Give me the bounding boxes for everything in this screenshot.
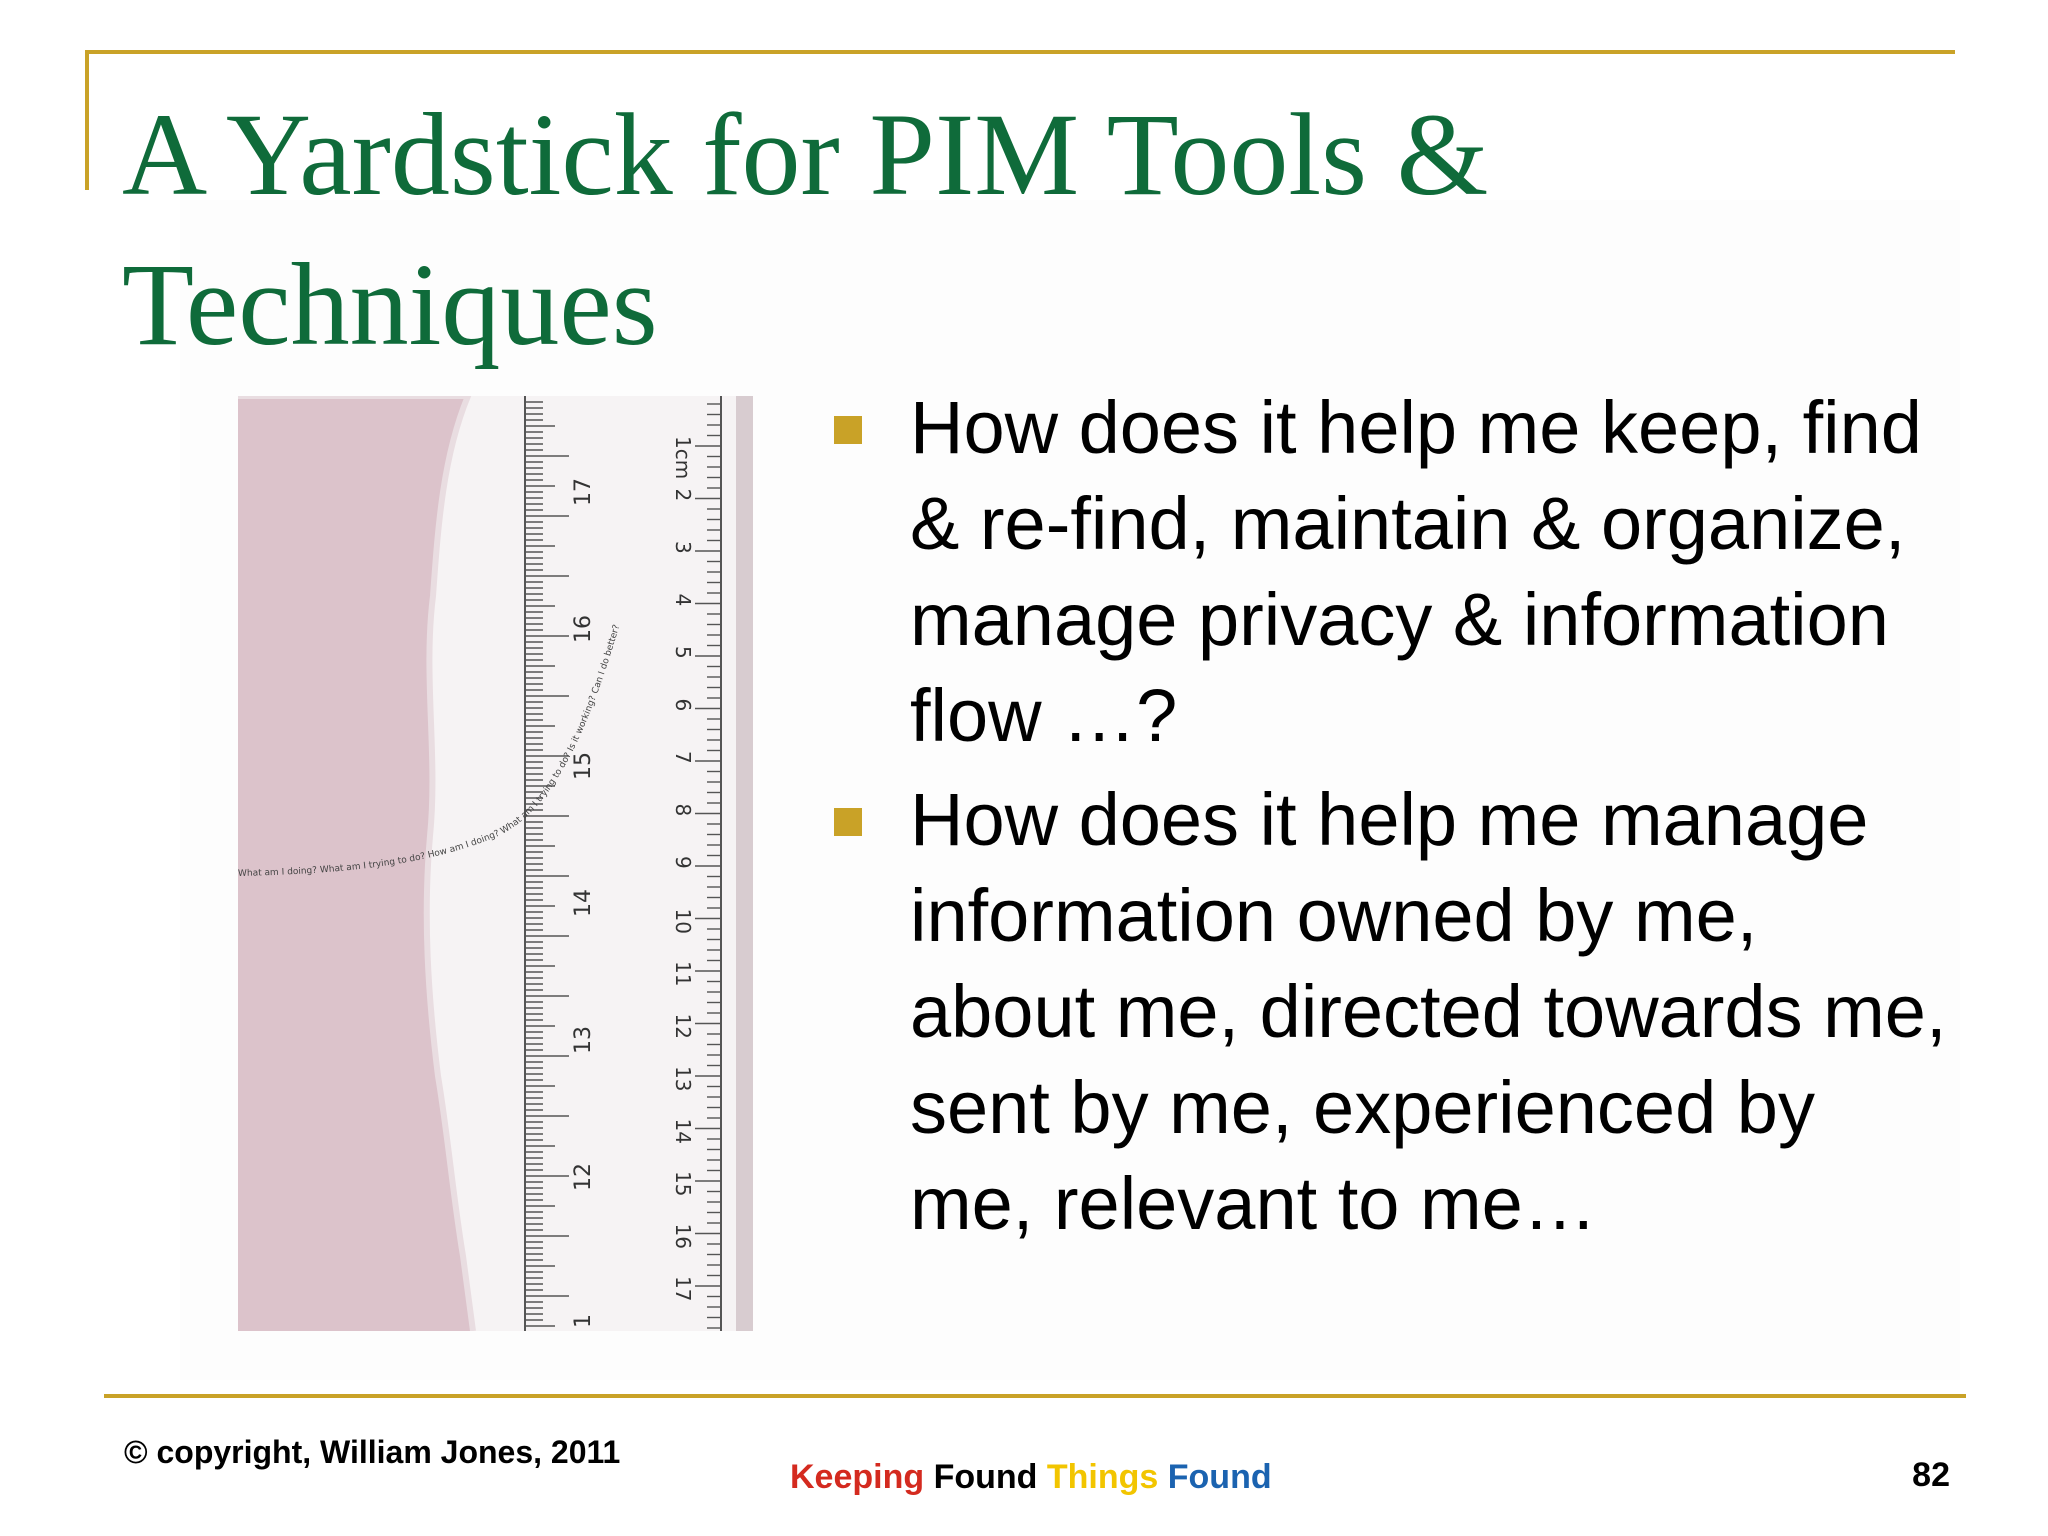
bullet-text: How does it help me manage information owned by me, about me, directed towards me, sent by me, experienced by me, relevant to me…	[910, 778, 1947, 1245]
curved-question-text: What am I doing? What am I trying to do? How am I doing? What am I trying to do? Is it working? Can I do better?	[238, 623, 623, 880]
ruler-cm-number: 12	[671, 1013, 695, 1039]
footer-tagline	[790, 1458, 1272, 1497]
bullet-item	[832, 380, 1952, 764]
bullet-item	[832, 772, 1952, 1252]
ruler-number: 15	[571, 752, 596, 780]
ruler-number: 14	[571, 889, 596, 917]
tagline-word: Things	[1046, 1458, 1159, 1496]
ruler-number: 13	[571, 1026, 596, 1054]
square-bullet-icon	[834, 808, 862, 836]
ruler-cm-number: 6	[671, 698, 695, 712]
ruler-cm-number: 14	[671, 1118, 695, 1144]
ruler-left-labels	[571, 478, 596, 1328]
ruler-number: 12	[571, 1163, 596, 1191]
ruler-cm-number: 5	[671, 646, 695, 659]
top-rule	[85, 50, 1955, 54]
ruler-cm-number: 11	[671, 961, 695, 987]
bottom-rule	[104, 1394, 1966, 1398]
ruler-cm-number: 3	[671, 541, 695, 554]
ruler-cm-number: 9	[671, 856, 695, 869]
tagline-word: Found	[1167, 1458, 1272, 1496]
ruler-left-ticks	[525, 402, 569, 1326]
ruler-cm-number: 17	[671, 1276, 695, 1302]
ruler-right-labels	[671, 436, 695, 1301]
ruler-number: 16	[571, 615, 596, 643]
ruler-number: 17	[571, 478, 596, 506]
ruler-image	[238, 396, 753, 1331]
ruler-cm-number: 8	[671, 803, 695, 817]
tagline-word: Found	[933, 1458, 1038, 1496]
ruler-cm-number: 2	[671, 488, 695, 502]
footer-copyright: © copyright, William Jones, 2011	[124, 1434, 621, 1470]
ruler-cm-number: 16	[671, 1223, 695, 1249]
ruler-cm-number: 13	[671, 1066, 695, 1092]
ruler-right-ticks	[695, 404, 721, 1328]
ruler-cm-number: 1cm	[671, 436, 695, 480]
left-rule	[85, 50, 89, 190]
page-number: 82	[1912, 1456, 1950, 1494]
bullet-text: How does it help me keep, find & re-find, maintain & organize, manage privacy & information flow …?	[910, 386, 1922, 757]
square-bullet-icon	[834, 416, 862, 444]
slide-title: A Yardstick for PIM Tools & Techniques	[122, 89, 1489, 370]
tagline-word: Keeping	[790, 1458, 925, 1496]
ruler-cm-number: 10	[671, 908, 695, 934]
ruler-illustration	[238, 396, 753, 1331]
right-strip	[736, 396, 753, 1331]
ruler-cm-number: 7	[671, 751, 695, 764]
bullet-list	[832, 380, 1952, 1260]
ruler-cm-number: 4	[671, 593, 695, 607]
ruler-number: 1	[571, 1314, 596, 1328]
ruler-cm-number: 15	[671, 1171, 695, 1197]
